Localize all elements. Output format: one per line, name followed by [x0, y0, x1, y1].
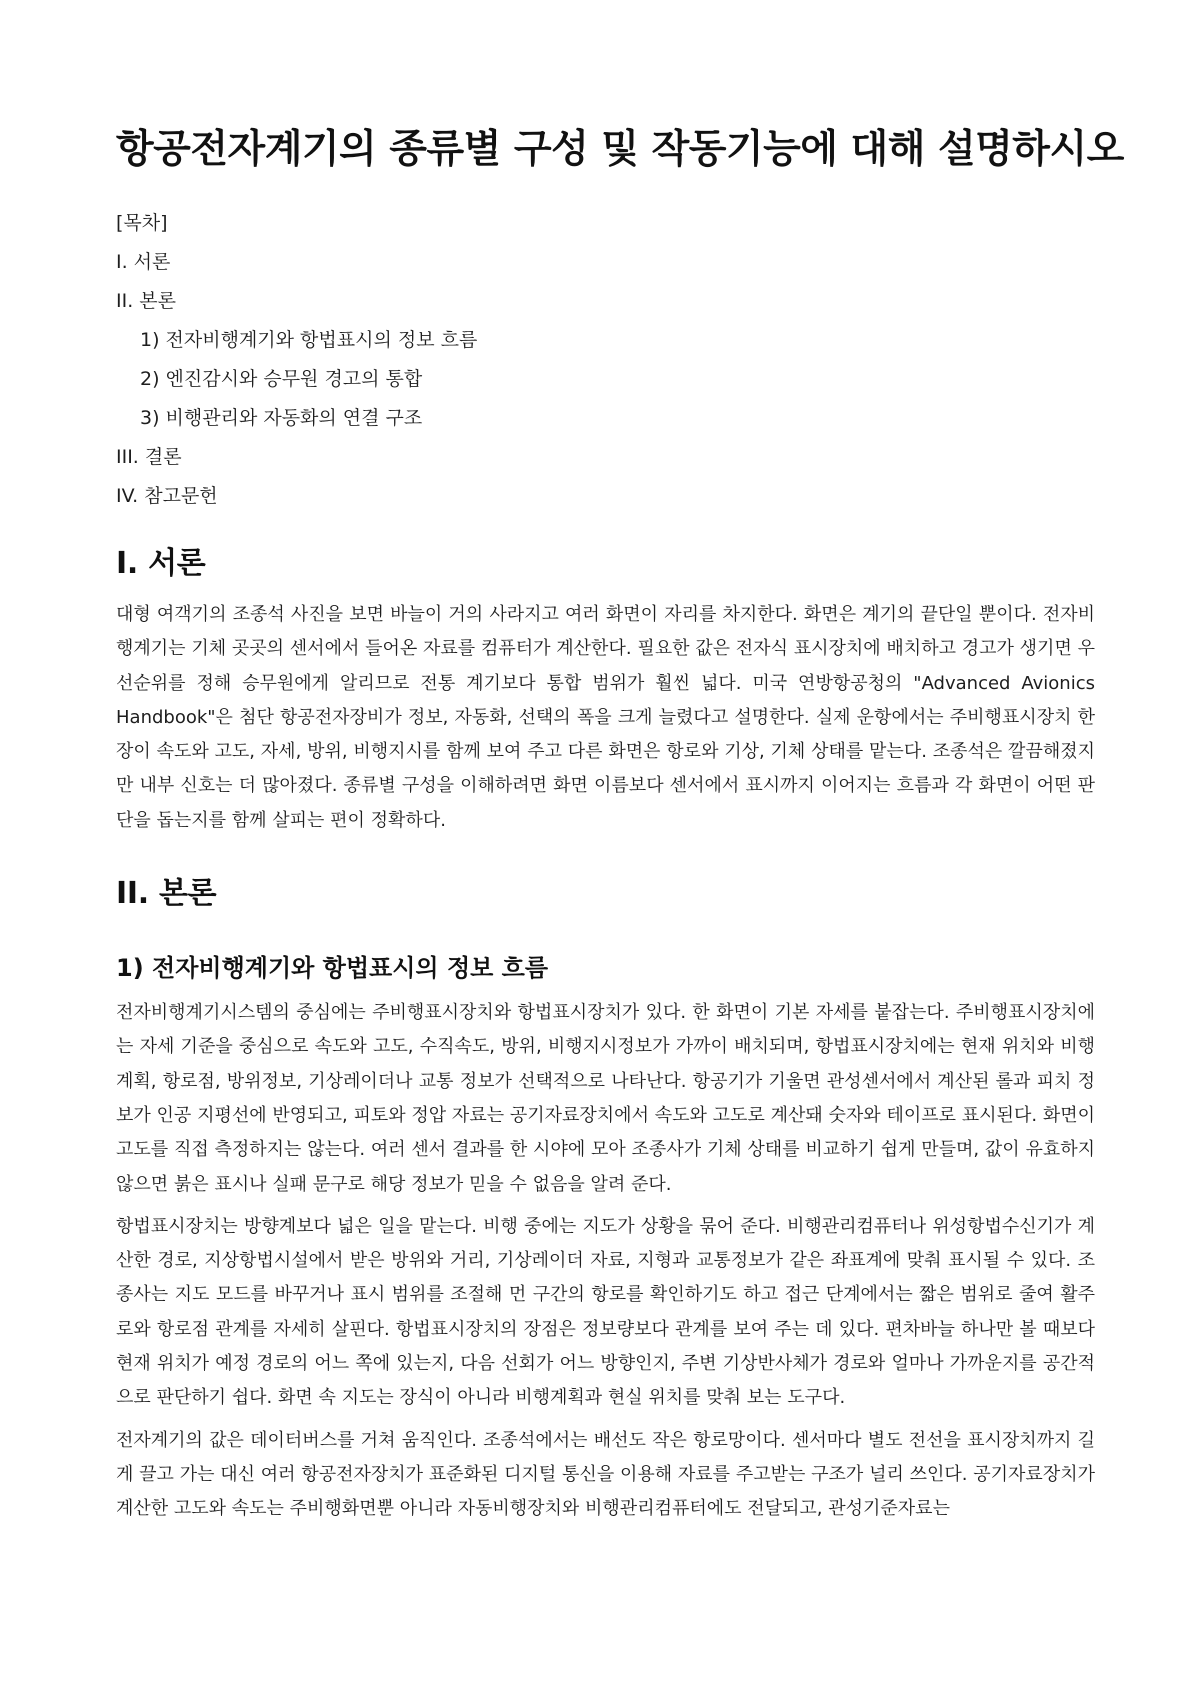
body-paragraph-2: 항법표시장치는 방향계보다 넓은 일을 맡는다. 비행 중에는 지도가 상황을 묶어 준다. 비행관리컴퓨터나 위성항법수신기가 계산한 경로, 지상항법시설에서 받은 방위와 거리, 기상레이더 자료, 지형과 교통정보가 같은 좌표계에 맞춰 표시될 수 있다. 조종사는 지도 모드를 바꾸거나 표시 범위를 조절해 먼 구간의 항로를 확인하기도 하고 접근 단계에서는 짧은 범위로 줄여 활주로와 항로점 관계를 자세히 살핀다. 항법표시장치의 장점은 정보량보다 관계를 보여 주는 데 있다. 편차바늘 하나만 볼 때보다 현재 위치가 예정 경로의 어느 쪽에 있는지, 다음 선회가 어느 방향인지, 주변 기상반사체가 경로와 얼마나 가까운지를 공간적으로 판단하기 쉽다. 화면 속 지도는 장식이 아니라 비행계획과 현실 위치를 맞춰 보는 도구다. — [116, 1215, 1095, 1409]
toc-item-body-2: 2) 엔진감시와 승무원 경고의 통합 — [140, 368, 423, 390]
body-paragraph-3: 전자계기의 값은 데이터버스를 거쳐 움직인다. 조종석에서는 배선도 작은 항로망이다. 센서마다 별도 전선을 표시장치까지 길게 끌고 가는 대신 여러 항공전자장치가 표준화된 디지털 통신을 이용해 자료를 주고받는 구조가 널리 쓰인다. 공기자료장치가 계산한 고도와 속도는 주비행화면뿐 아니라 자동비행장치와 비행관리컴퓨터에도 전달되고, 관성기준자료는 — [116, 1429, 1095, 1520]
subsection-heading-1: 1) 전자비행계기와 항법표시의 정보 흐름 — [116, 954, 549, 983]
section-intro — [116, 544, 1095, 838]
toc-item-references: IV. 참고문헌 — [116, 485, 218, 507]
document-title: 항공전자계기의 종류별 구성 및 작동기능에 대해 설명하시오 — [116, 127, 1124, 172]
intro-paragraph: 대형 여객기의 조종석 사진을 보면 바늘이 거의 사라지고 여러 화면이 자리를 차지한다. 화면은 계기의 끝단일 뿐이다. 전자비행계기는 기체 곳곳의 센서에서 들어온 자료를 컴퓨터가 계산한다. 필요한 값은 전자식 표시장치에 배치하고 경고가 생기면 우선순위를 정해 승무원에게 알리므로 전통 계기보다 통합 범위가 훨씬 넓다. 미국 연방항공청의 "Advanced Avionics Handbook"은 첨단 항공전자장비가 정보, 자동화, 선택의 폭을 크게 늘렸다고 설명한다. 실제 운항에서는 주비행표시장치 한 장이 속도와 고도, 자세, 방위, 비행지시를 함께 보여 주고 다른 화면은 항로와 기상, 기체 상태를 맡는다. 조종석은 깔끔해졌지만 내부 신호는 더 많아졌다. 종류별 구성을 이해하려면 화면 이름보다 센서에서 표시까지 이어지는 흐름과 각 화면이 어떤 판단을 돕는지를 함께 살피는 편이 정확하다. — [116, 604, 1095, 831]
section-heading-body: II. 본론 — [116, 876, 217, 912]
section-body — [116, 874, 1095, 1526]
toc-heading: [목차] — [116, 212, 168, 234]
section-heading-intro: I. 서론 — [116, 546, 206, 581]
toc-item-body-3: 3) 비행관리와 자동화의 연결 구조 — [140, 407, 423, 429]
toc-item-intro: I. 서론 — [116, 251, 171, 273]
toc-item-conclusion: III. 결론 — [116, 446, 182, 468]
toc-item-body: II. 본론 — [116, 290, 176, 312]
table-of-contents — [116, 204, 1095, 516]
body-paragraph-1: 전자비행계기시스템의 중심에는 주비행표시장치와 항법표시장치가 있다. 한 화면이 기본 자세를 붙잡는다. 주비행표시장치에는 자세 기준을 중심으로 속도와 고도, 수직속도, 방위, 비행지시정보가 가까이 배치되며, 항법표시장치에는 현재 위치와 비행계획, 항로점, 방위정보, 기상레이더나 교통 정보가 선택적으로 나타난다. 항공기가 기울면 관성센서에서 계산된 롤과 피치 정보가 인공 지평선에 반영되고, 피토와 정압 자료는 공기자료장치에서 속도와 고도로 계산돼 숫자와 테이프로 표시된다. 화면이 고도를 직접 측정하지는 않는다. 여러 센서 결과를 한 시야에 모아 조종사가 기체 상태를 비교하기 쉽게 만들며, 값이 유효하지 않으면 붉은 표시나 실패 문구로 해당 정보가 믿을 수 없음을 알려 준다. — [116, 1002, 1095, 1195]
toc-item-body-1: 1) 전자비행계기와 항법표시의 정보 흐름 — [140, 329, 478, 351]
